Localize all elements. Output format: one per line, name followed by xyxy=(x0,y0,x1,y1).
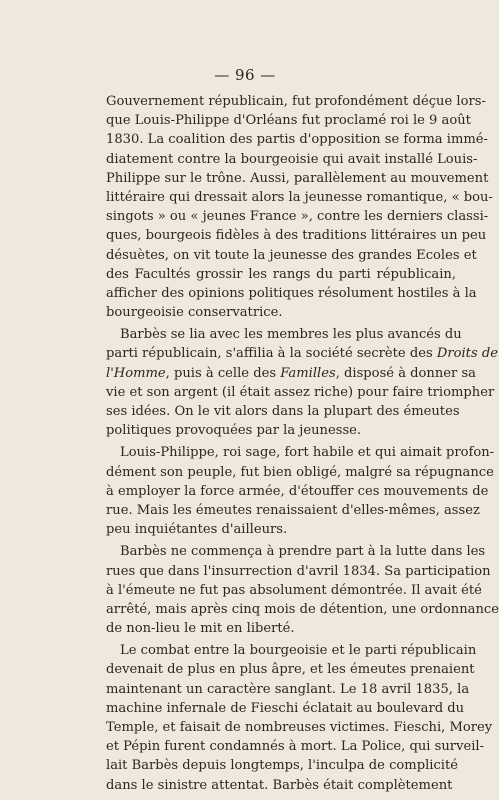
paragraph xyxy=(106,445,495,541)
text-line: lait Barbès depuis longtemps, l'inculpa de complicité xyxy=(106,758,458,774)
text-line: Barbès se lia avec les membres les plus avancés du xyxy=(120,327,462,343)
text-line: Philippe sur le trône. Aussi, parallèlement au mouvement xyxy=(106,170,489,186)
text-line: désuètes, on vit toute la jeunesse des grandes Ecoles et xyxy=(106,247,477,263)
text-line: l'Homme, puis à celle des Familles, disposé à donner sa xyxy=(106,365,476,381)
text-line: maintenant un caractère sanglant. Le 18 avril 1835, la xyxy=(106,681,470,697)
text-line: Gouvernement républicain, fut profondément déçue lors- xyxy=(106,94,486,109)
text-line: et Pépin furent condamnés à mort. La Police, qui surveil- xyxy=(106,739,485,755)
text-line: bourgeoisie conservatrice. xyxy=(106,305,283,321)
text-line: machine infernale de Fieschi éclatait au boulevard du xyxy=(106,700,465,716)
text-line: Le combat entre la bourgeoisie et le parti républicain xyxy=(120,643,477,659)
paragraph xyxy=(106,643,493,797)
text-line: vie et son argent (il était assez riche) pour faire triompher xyxy=(106,384,495,400)
text-line: politiques provoquées par la jeunesse. xyxy=(106,423,362,439)
text-line: rues que dans l'insurrection d'avril 1834. Sa participation xyxy=(106,563,491,579)
text-line: 1830. La coalition des partis d'opposition se forma immé- xyxy=(106,132,488,148)
text-line: rue. Mais les émeutes renaissaient d'elles-mêmes, assez xyxy=(106,502,480,518)
text-line: parti républicain, s'affilia à la société secrète des Droits de xyxy=(106,346,498,362)
text-line: devenait de plus en plus âpre, et les émeutes prenaient xyxy=(106,662,475,678)
text-line: peu inquiétantes d'ailleurs. xyxy=(106,522,288,538)
paragraph xyxy=(106,327,498,442)
body-text xyxy=(106,94,499,797)
page-number: — 96 — xyxy=(214,66,276,84)
text-line: que Louis-Philippe d'Orléans fut proclamé roi le 9 août xyxy=(106,113,471,129)
text-line: de non-lieu le mit en liberté. xyxy=(106,621,295,637)
text-line: Barbès ne commença à prendre part à la lutte dans les xyxy=(120,544,486,560)
text-line: Louis-Philippe, roi sage, fort habile et qui aimait profon- xyxy=(120,445,495,461)
paragraph xyxy=(106,544,499,640)
text-line: diatement contre la bourgeoisie qui avait installé Louis- xyxy=(106,151,478,167)
text-line: à employer la force armée, d'étouffer ces mouvements de xyxy=(106,483,489,499)
text-line: à l'émeute ne fut pas absolument démontrée. Il avait été xyxy=(106,582,482,598)
text-line: dément son peuple, fut bien obligé, malgré sa répugnance xyxy=(106,464,494,480)
text-line: littéraire qui dressait alors la jeunesse romantique, « bou- xyxy=(106,189,493,205)
text-line: dans le sinistre attentat. Barbès était complètement xyxy=(106,777,453,793)
text-line: des Facultés grossir les rangs du parti républicain, xyxy=(106,266,456,282)
paragraph xyxy=(106,94,493,324)
text-line: arrêté, mais après cinq mois de détention, une ordonnance xyxy=(106,601,499,617)
text-line: Temple, et faisait de nombreuses victimes. Fieschi, Morey xyxy=(106,720,493,735)
text-line: singots » ou « jeunes France », contre les derniers classi- xyxy=(106,209,489,225)
text-line: ses idées. On le vit alors dans la plupart des émeutes xyxy=(106,404,460,419)
text-line: afficher des opinions politiques résolument hostiles à la xyxy=(106,285,477,301)
text-line: ques, bourgeois fidèles à des traditions littéraires un peu xyxy=(106,228,487,244)
